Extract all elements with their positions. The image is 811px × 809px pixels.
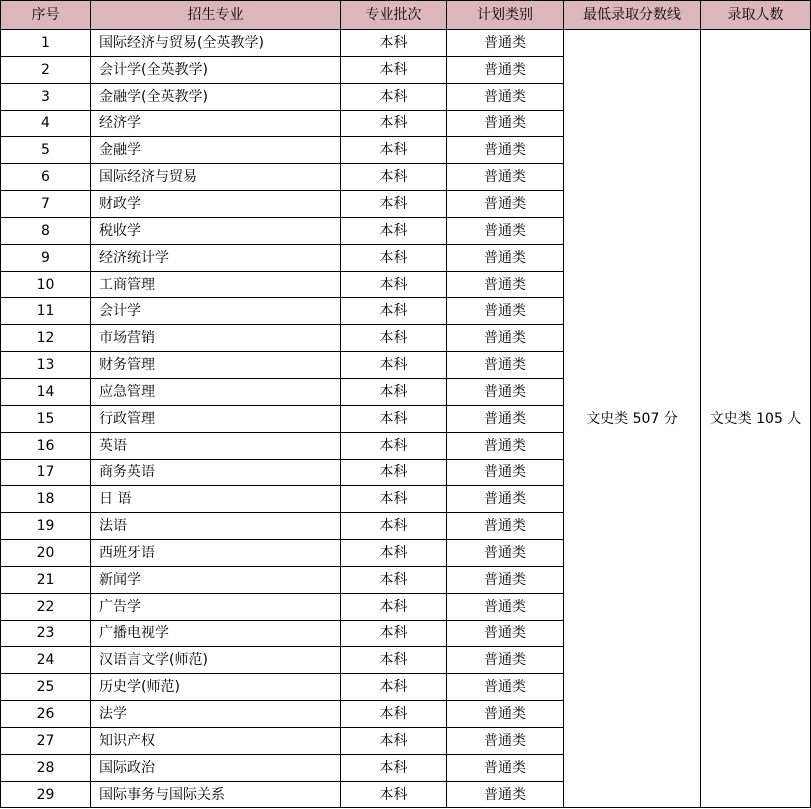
row-number: 10: [1, 271, 91, 298]
header-plan-type: 计划类别: [447, 1, 564, 30]
row-batch: 本科: [341, 593, 447, 620]
header-batch: 专业批次: [341, 1, 447, 30]
row-batch: 本科: [341, 191, 447, 218]
row-major: 国际事务与国际关系: [91, 781, 341, 808]
row-major: 法学: [91, 701, 341, 728]
row-number: 21: [1, 566, 91, 593]
row-major: 汉语言文学(师范): [91, 647, 341, 674]
table-header-row: [1, 1, 811, 30]
row-number: 18: [1, 486, 91, 513]
row-batch: 本科: [341, 540, 447, 567]
row-plan-type: 普通类: [447, 647, 564, 674]
row-batch: 本科: [341, 674, 447, 701]
row-number: 1: [1, 30, 91, 57]
row-batch: 本科: [341, 754, 447, 781]
row-number: 28: [1, 754, 91, 781]
row-number: 5: [1, 137, 91, 164]
row-number: 7: [1, 191, 91, 218]
row-number: 3: [1, 83, 91, 110]
row-number: 17: [1, 459, 91, 486]
row-plan-type: 普通类: [447, 701, 564, 728]
row-major: 国际政治: [91, 754, 341, 781]
row-major: 广告学: [91, 593, 341, 620]
row-plan-type: 普通类: [447, 593, 564, 620]
row-batch: 本科: [341, 486, 447, 513]
row-major: 会计学: [91, 298, 341, 325]
min-score-cell: 文史类 507 分: [564, 30, 701, 808]
row-number: 15: [1, 405, 91, 432]
admitted-count-cell: 文史类 105 人: [701, 30, 811, 808]
row-batch: 本科: [341, 137, 447, 164]
row-batch: 本科: [341, 459, 447, 486]
row-plan-type: 普通类: [447, 325, 564, 352]
row-major: 经济学: [91, 110, 341, 137]
row-number: 9: [1, 244, 91, 271]
row-number: 16: [1, 432, 91, 459]
header-number: 序号: [1, 1, 91, 30]
row-number: 11: [1, 298, 91, 325]
row-major: 国际经济与贸易(全英教学): [91, 30, 341, 57]
row-batch: 本科: [341, 620, 447, 647]
header-major: 招生专业: [91, 1, 341, 30]
row-major: 应急管理: [91, 378, 341, 405]
row-plan-type: 普通类: [447, 352, 564, 379]
row-major: 日 语: [91, 486, 341, 513]
row-number: 6: [1, 164, 91, 191]
row-plan-type: 普通类: [447, 137, 564, 164]
row-major: 财政学: [91, 191, 341, 218]
row-batch: 本科: [341, 56, 447, 83]
row-number: 19: [1, 513, 91, 540]
row-number: 13: [1, 352, 91, 379]
table-row: [1, 30, 811, 57]
row-plan-type: 普通类: [447, 620, 564, 647]
row-plan-type: 普通类: [447, 781, 564, 808]
row-batch: 本科: [341, 271, 447, 298]
row-number: 8: [1, 217, 91, 244]
row-major: 法语: [91, 513, 341, 540]
row-batch: 本科: [341, 352, 447, 379]
row-batch: 本科: [341, 647, 447, 674]
row-plan-type: 普通类: [447, 432, 564, 459]
row-plan-type: 普通类: [447, 271, 564, 298]
row-major: 西班牙语: [91, 540, 341, 567]
row-batch: 本科: [341, 244, 447, 271]
row-number: 2: [1, 56, 91, 83]
row-major: 英语: [91, 432, 341, 459]
row-number: 22: [1, 593, 91, 620]
row-number: 27: [1, 727, 91, 754]
row-batch: 本科: [341, 110, 447, 137]
row-plan-type: 普通类: [447, 459, 564, 486]
row-plan-type: 普通类: [447, 486, 564, 513]
row-plan-type: 普通类: [447, 83, 564, 110]
row-major: 会计学(全英教学): [91, 56, 341, 83]
row-batch: 本科: [341, 164, 447, 191]
row-number: 23: [1, 620, 91, 647]
row-major: 知识产权: [91, 727, 341, 754]
row-major: 工商管理: [91, 271, 341, 298]
row-batch: 本科: [341, 30, 447, 57]
row-plan-type: 普通类: [447, 727, 564, 754]
row-number: 14: [1, 378, 91, 405]
row-major: 税收学: [91, 217, 341, 244]
row-major: 财务管理: [91, 352, 341, 379]
row-plan-type: 普通类: [447, 540, 564, 567]
row-batch: 本科: [341, 298, 447, 325]
row-plan-type: 普通类: [447, 56, 564, 83]
row-plan-type: 普通类: [447, 110, 564, 137]
row-major: 金融学(全英教学): [91, 83, 341, 110]
row-batch: 本科: [341, 513, 447, 540]
row-major: 市场营销: [91, 325, 341, 352]
row-number: 4: [1, 110, 91, 137]
row-batch: 本科: [341, 566, 447, 593]
row-batch: 本科: [341, 325, 447, 352]
row-batch: 本科: [341, 217, 447, 244]
row-major: 新闻学: [91, 566, 341, 593]
row-major: 国际经济与贸易: [91, 164, 341, 191]
row-major: 广播电视学: [91, 620, 341, 647]
row-batch: 本科: [341, 727, 447, 754]
row-plan-type: 普通类: [447, 164, 564, 191]
row-plan-type: 普通类: [447, 217, 564, 244]
header-admitted-count: 录取人数: [701, 1, 811, 30]
row-number: 25: [1, 674, 91, 701]
header-min-score: 最低录取分数线: [564, 1, 701, 30]
row-number: 12: [1, 325, 91, 352]
row-plan-type: 普通类: [447, 566, 564, 593]
row-plan-type: 普通类: [447, 674, 564, 701]
row-major: 金融学: [91, 137, 341, 164]
row-plan-type: 普通类: [447, 244, 564, 271]
row-batch: 本科: [341, 83, 447, 110]
row-plan-type: 普通类: [447, 298, 564, 325]
row-major: 经济统计学: [91, 244, 341, 271]
row-plan-type: 普通类: [447, 405, 564, 432]
row-plan-type: 普通类: [447, 30, 564, 57]
row-major: 历史学(师范): [91, 674, 341, 701]
row-plan-type: 普通类: [447, 513, 564, 540]
row-batch: 本科: [341, 432, 447, 459]
row-number: 24: [1, 647, 91, 674]
row-number: 20: [1, 540, 91, 567]
row-number: 26: [1, 701, 91, 728]
row-batch: 本科: [341, 781, 447, 808]
row-batch: 本科: [341, 378, 447, 405]
row-major: 商务英语: [91, 459, 341, 486]
row-plan-type: 普通类: [447, 754, 564, 781]
row-batch: 本科: [341, 405, 447, 432]
row-plan-type: 普通类: [447, 191, 564, 218]
row-number: 29: [1, 781, 91, 808]
row-major: 行政管理: [91, 405, 341, 432]
row-batch: 本科: [341, 701, 447, 728]
table-body: [1, 30, 811, 808]
row-plan-type: 普通类: [447, 378, 564, 405]
